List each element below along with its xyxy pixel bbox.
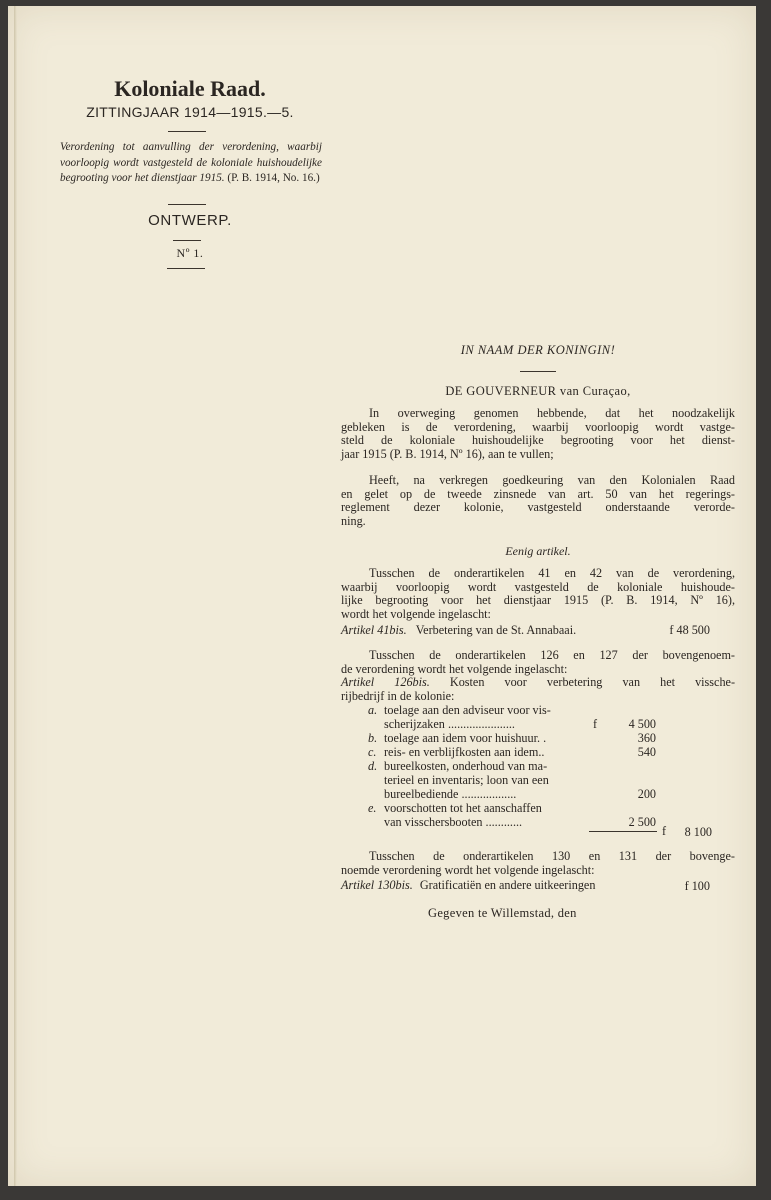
ordinance-description (60, 140, 322, 187)
invocation: IN NAAM DER KONINGIN! (460, 343, 616, 357)
description-text: Verordening tot aanvulling der verordening, waarbij voorloopig wordt vastgesteld de koloniale huishoudelijke begrooting voor het dienstjaar 1915. (60, 141, 322, 184)
article-text: Kosten voor verbetering van het vissche- (449, 675, 736, 689)
resolution-paragraph (341, 474, 735, 528)
draft-label: ONTWERP. (148, 212, 232, 229)
article-130bis (341, 878, 595, 893)
item-text: bureelkosten, onderhoud van ma- (384, 759, 548, 773)
text-line: jaar 1915 (P. B. 1914, Nº 16), aan te vullen; (341, 446, 554, 461)
text-line: gebleken is de verordening, waarbij voorloopig wordt vastge- (341, 419, 735, 434)
divider (167, 268, 205, 269)
item-text: voorschotten tot het aanschaffen (384, 801, 542, 815)
divider (520, 371, 556, 372)
article-paragraph-1 (341, 567, 735, 621)
total-amount: 8 100 (684, 825, 712, 839)
item-amount: 4 500 (628, 717, 656, 731)
item-amount: 360 (637, 731, 656, 745)
divider (168, 131, 206, 132)
text-line: Tusschen de onderartikelen 41 en 42 van de verordening, (369, 566, 735, 580)
item-text: toelage aan den adviseur voor vis- (384, 703, 551, 717)
article-text: Verbetering van de St. Annabaai. (415, 623, 577, 637)
text-line: Heeft, na verkregen goedkeuring van den Kolonialen Raad (369, 473, 735, 487)
considering-paragraph (341, 407, 735, 461)
item-text: toelage aan idem voor huishuur. . (384, 731, 547, 745)
item-amount: 540 (637, 745, 656, 759)
article-text: Gratificatiën en andere uitkeeringen (419, 878, 596, 892)
text-line (341, 676, 735, 690)
article-paragraph-3 (341, 850, 735, 877)
article-41bis-amount: f 48 500 (669, 623, 710, 637)
sum-rule (589, 831, 657, 832)
divider (168, 204, 206, 205)
text-line: de verordening wordt het volgende ingelascht: (341, 661, 568, 676)
page-spine (14, 6, 17, 1186)
text-line: Tusschen de onderartikelen 130 en 131 der bovenge- (369, 849, 735, 863)
article-heading: Eenig artikel. (505, 544, 571, 558)
text-line: waarbij voorloopig wordt vastgesteld de koloniale huishoude- (341, 579, 735, 594)
text-line: In overweging genomen hebbende, dat het noodzakelijk (369, 406, 735, 420)
text-line: Tusschen de onderartikelen 126 en 127 der bovengenoem- (369, 648, 735, 662)
text-line: reglement dezer kolonie, vastgesteld onderstaande verorde- (341, 500, 735, 515)
article-code: 130bis. (377, 878, 413, 892)
text-line: rijbedrijf in de kolonie: (341, 688, 455, 703)
article-code: 41bis. (377, 623, 407, 637)
item-letter: a. (368, 703, 378, 717)
item-letter: e. (368, 801, 377, 815)
text-line: ning. (341, 513, 366, 528)
article-code: 126bis. (394, 675, 430, 689)
text-line: steld de koloniale huishoudelijke begrooting voor het dienst- (341, 433, 735, 448)
article-label: Artikel (341, 623, 375, 637)
item-text: scherijzaken ...................... (384, 717, 515, 731)
text-line: wordt het volgende ingelascht: (341, 606, 491, 621)
item-letter: b. (368, 731, 378, 745)
total-currency: f (662, 824, 667, 838)
session-year: ZITTINGJAAR 1914—1915.—5. (86, 104, 294, 120)
item-letter: c. (368, 745, 377, 759)
divider (173, 240, 201, 241)
article-130bis-amount: f 100 (684, 879, 710, 893)
article-41bis (341, 623, 576, 638)
text-line: noemde verordening wordt het volgende ingelascht: (341, 862, 595, 877)
text-line: lijke begrooting voor het dienstjaar 1915 (P. B. 1914, Nº 16), (341, 593, 735, 608)
item-text: reis- en verblijfkosten aan idem.. (384, 745, 545, 759)
item-amount: 200 (637, 787, 656, 801)
article-126bis (341, 676, 735, 703)
article-label: Artikel (341, 878, 375, 892)
item-text: bureelbediende .................. (384, 787, 517, 801)
item-letter: d. (368, 759, 378, 773)
item-amount: 2 500 (628, 815, 656, 829)
item-text: van visschersbooten ............ (384, 815, 523, 829)
item-text: terieel en inventaris; loon van een (384, 773, 549, 787)
item-currency: f (593, 717, 598, 731)
article-label: Artikel (341, 675, 375, 689)
council-title: Koloniale Raad. (114, 76, 266, 101)
publication-reference: (P. B. 1914, No. 16.) (227, 172, 320, 184)
article-paragraph-2 (341, 649, 735, 676)
text-line: en gelet op de tweede zinsnede van art. 50 van het regerings- (341, 486, 735, 501)
draft-number: Nº 1. (176, 246, 204, 260)
governor-heading: DE GOUVERNEUR van Curaçao, (445, 384, 631, 398)
closing-line: Gegeven te Willemstad, den (428, 906, 577, 920)
